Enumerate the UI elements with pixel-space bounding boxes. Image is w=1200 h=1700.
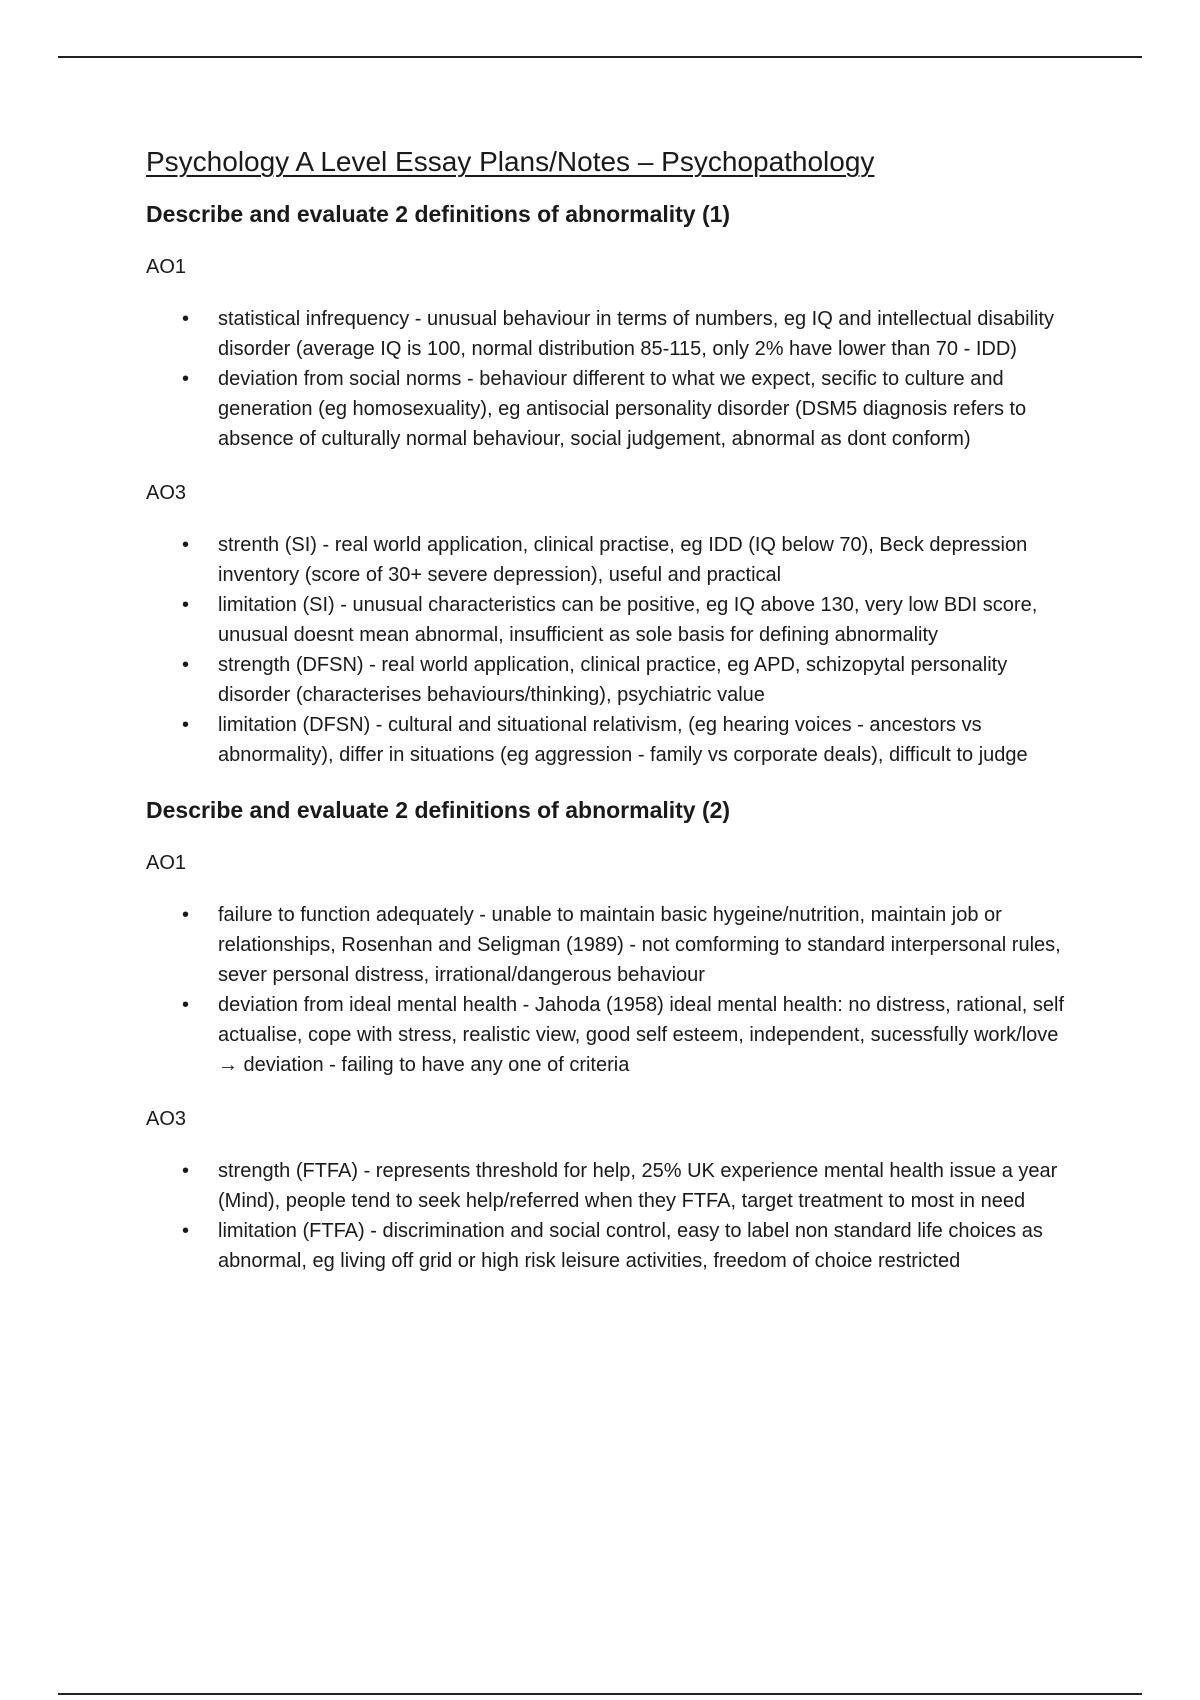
bullet-icon: • bbox=[182, 654, 190, 677]
bottom-rule bbox=[58, 1693, 1142, 1695]
list-item-text: limitation (DFSN) - cultural and situational relativism, (eg hearing voices - ancestors vs abnormality), differ in situations (eg aggression - family vs corporate deals), difficult to judge bbox=[218, 714, 1028, 767]
list-item bbox=[146, 990, 1066, 1080]
bullet-icon: • bbox=[182, 594, 190, 617]
list-item-text: deviation from social norms - behaviour different to what we expect, secific to culture and generation (eg homosexuality), eg antisocial personality disorder (DSM5 diagnosis refers to absence of culturally normal behaviour, social judgement, abnormal as dont conform) bbox=[218, 368, 1027, 451]
section-heading: Describe and evaluate 2 definitions of abnormality (1) bbox=[146, 201, 731, 228]
ao3-list bbox=[146, 530, 1066, 770]
section-1 bbox=[146, 200, 1066, 770]
bullet-icon: • bbox=[182, 1160, 190, 1183]
list-item bbox=[146, 590, 1066, 650]
list-item bbox=[146, 1216, 1066, 1276]
ao3-label: AO3 bbox=[146, 482, 187, 505]
ao1-label: AO1 bbox=[146, 256, 187, 279]
bullet-icon: • bbox=[182, 368, 190, 391]
ao3-label: AO3 bbox=[146, 1108, 187, 1131]
ao1-label: AO1 bbox=[146, 852, 187, 875]
list-item-text: strength (DFSN) - real world application, clinical practice, eg APD, schizopytal personality disorder (characterises behaviours/thinking), psychiatric value bbox=[218, 654, 1008, 707]
list-item bbox=[146, 710, 1066, 770]
list-item-text: limitation (FTFA) - discrimination and social control, easy to label non standard life choices as abnormal, eg living off grid or high risk leisure activities, freedom of choice restricted bbox=[218, 1220, 1043, 1273]
list-item-text: failure to function adequately - unable to maintain basic hygeine/nutrition, maintain job or relationships, Rosenhan and Seligman (1989) - not comforming to standard interpersonal rules, sever personal distress, irrational/dangerous behaviour bbox=[218, 904, 1061, 987]
list-item bbox=[146, 1156, 1066, 1216]
list-item bbox=[146, 530, 1066, 590]
list-item bbox=[146, 900, 1066, 990]
bullet-icon: • bbox=[182, 534, 190, 557]
ao1-list bbox=[146, 900, 1066, 1080]
section-heading: Describe and evaluate 2 definitions of abnormality (2) bbox=[146, 797, 731, 824]
list-item bbox=[146, 650, 1066, 710]
list-item-text: strength (FTFA) - represents threshold for help, 25% UK experience mental health issue a year (Mind), people tend to seek help/referred when they FTFA, target treatment to most in need bbox=[218, 1160, 1058, 1213]
bullet-icon: • bbox=[182, 714, 190, 737]
list-item-text: statistical infrequency - unusual behaviour in terms of numbers, eg IQ and intellectual disability disorder (average IQ is 100, normal distribution 85-115, only 2% have lower than 70 - IDD) bbox=[218, 308, 1054, 361]
section-2 bbox=[146, 796, 1066, 1276]
bullet-icon: • bbox=[182, 308, 190, 331]
list-item bbox=[146, 304, 1066, 364]
list-item-text: limitation (SI) - unusual characteristics can be positive, eg IQ above 130, very low BDI score, unusual doesnt mean abnormal, insufficient as sole basis for defining abnormality bbox=[218, 594, 1038, 647]
bullet-icon: • bbox=[182, 994, 190, 1017]
bullet-icon: • bbox=[182, 1220, 190, 1243]
top-rule bbox=[58, 56, 1142, 58]
document-body bbox=[146, 144, 1066, 1302]
document-title: Psychology A Level Essay Plans/Notes – Psychopathology bbox=[146, 146, 875, 177]
list-item-text: deviation from ideal mental health - Jahoda (1958) ideal mental health: no distress, rational, self actualise, cope with stress, realistic view, good self esteem, independent, sucessfully work/love → deviation - failing to have any one of criteria bbox=[218, 994, 1065, 1077]
ao1-list bbox=[146, 304, 1066, 454]
list-item bbox=[146, 364, 1066, 454]
list-item-text: strenth (SI) - real world application, clinical practise, eg IDD (IQ below 70), Beck depression inventory (score of 30+ severe depression), useful and practical bbox=[218, 534, 1028, 587]
ao3-list bbox=[146, 1156, 1066, 1276]
bullet-icon: • bbox=[182, 904, 190, 927]
